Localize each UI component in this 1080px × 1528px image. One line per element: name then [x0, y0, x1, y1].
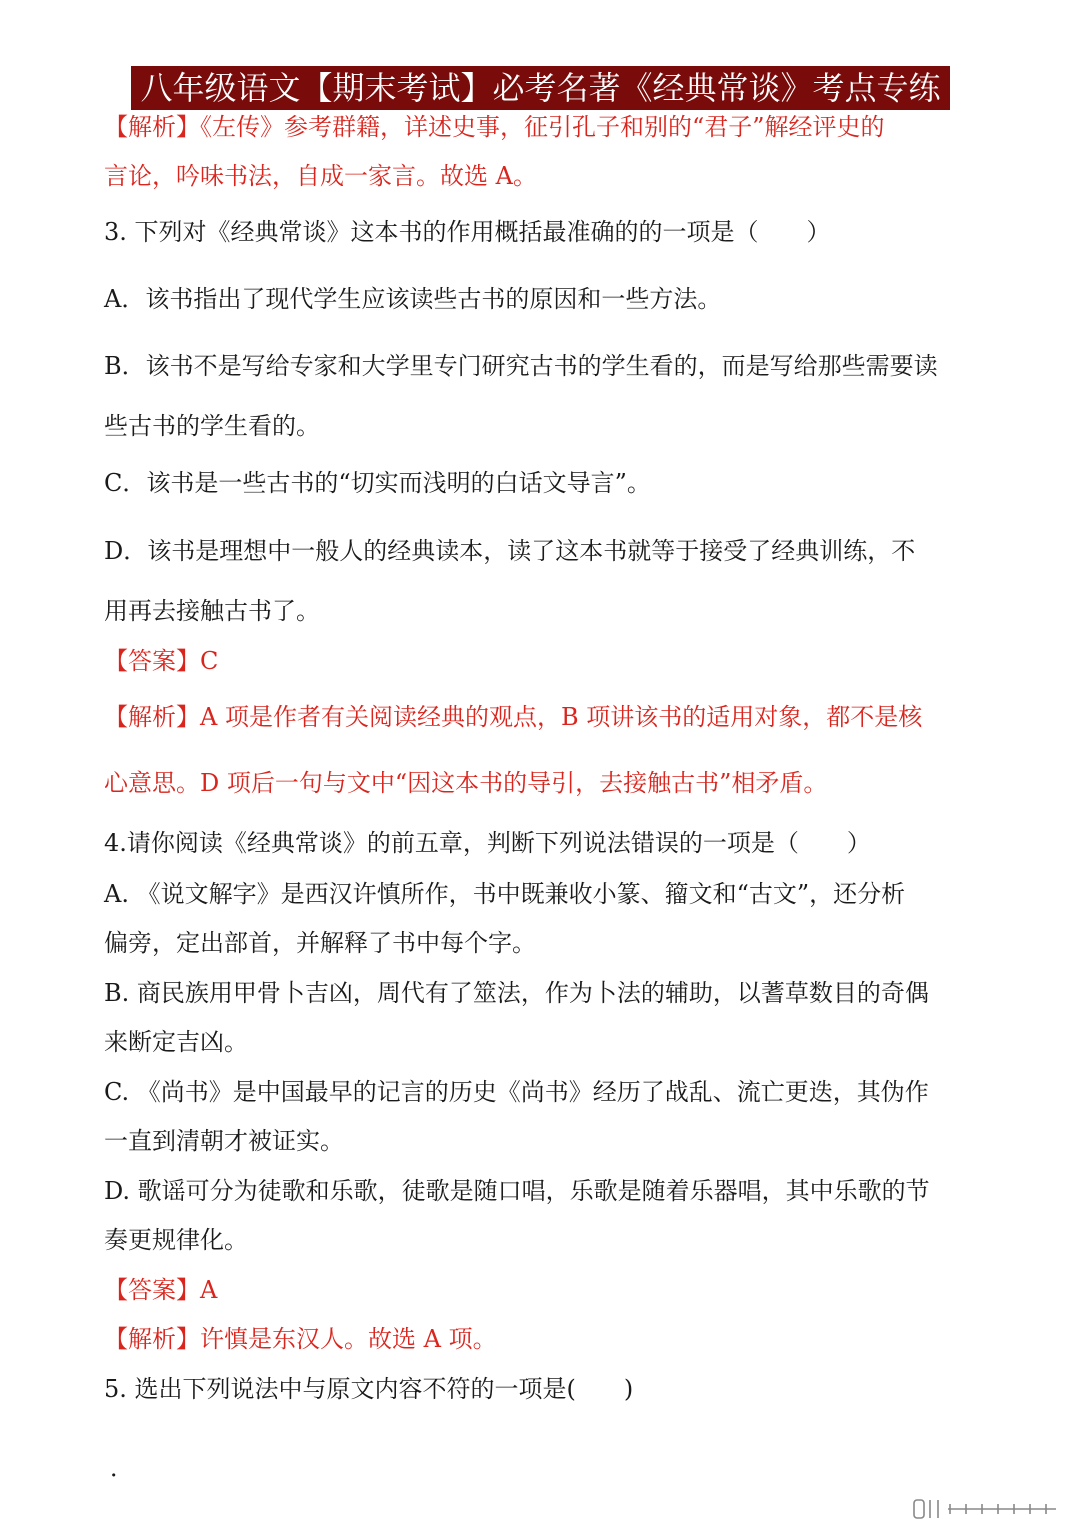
q3-option-b-line-2: 些古书的学生看的。: [104, 412, 320, 440]
q5-stem: 5. 选出下列说法中与原文内容不符的一项是( ): [104, 1375, 634, 1403]
page-title-banner: 八年级语文【期末考试】必考名著《经典常谈》考点专练: [131, 66, 950, 110]
q2-analysis-line-1: 【解析】《左传》参考群籍，详述史事，征引孔子和别的“君子”解经评史的: [104, 113, 885, 141]
q3-option-d-line-2: 用再去接触古书了。: [104, 597, 320, 625]
q4-option-c-line-1: C. 《尚书》是中国最早的记言的历史《尚书》经历了战乱、流亡更迭，其伪作: [104, 1078, 929, 1106]
q4-option-a-line-2: 偏旁，定出部首，并解释了书中每个字。: [104, 929, 536, 957]
q4-option-d-line-1: D. 歌谣可分为徒歌和乐歌，徒歌是随口唱，乐歌是随着乐器唱，其中乐歌的节: [104, 1177, 930, 1205]
q3-option-a: A．该书指出了现代学生应该读些古书的原因和一些方法。: [104, 285, 722, 313]
watermark-logo-icon: [910, 1496, 1060, 1522]
q3-option-d-line-1: D．该书是理想中一般人的经典读本，读了这本书就等于接受了经典训练，不: [104, 537, 916, 565]
q4-option-c-line-2: 一直到清朝才被证实。: [104, 1127, 344, 1155]
q4-answer: 【答案】A: [104, 1276, 218, 1304]
q4-analysis: 【解析】许慎是东汉人。故选 A 项。: [104, 1325, 497, 1353]
q2-analysis-line-2: 言论，吟味书法，自成一家言。故选 A。: [104, 162, 537, 190]
q3-option-c: C．该书是一些古书的“切实而浅明的白话文导言”。: [104, 469, 651, 497]
q4-option-b-line-2: 来断定吉凶。: [104, 1028, 248, 1056]
q5-dot: ．: [110, 1454, 134, 1482]
q4-stem: 4.请你阅读《经典常谈》的前五章，判断下列说法错误的一项是（ ）: [104, 829, 871, 857]
q3-stem: 3. 下列对《经典常谈》这本书的作用概括最准确的的一项是（ ）: [104, 218, 831, 246]
q3-analysis-line-2: 心意思。D 项后一句与文中“因这本书的导引，去接触古书”相矛盾。: [104, 769, 828, 797]
q3-option-b-line-1: B．该书不是写给专家和大学里专门研究古书的学生看的，而是写给那些需要读: [104, 352, 938, 380]
q4-option-d-line-2: 奏更规律化。: [104, 1226, 248, 1254]
q3-analysis-line-1: 【解析】A 项是作者有关阅读经典的观点，B 项讲该书的适用对象，都不是核: [104, 703, 923, 731]
q4-option-a-line-1: A. 《说文解字》是西汉许慎所作，书中既兼收小篆、籀文和“古文”，还分析: [104, 880, 906, 908]
q3-answer: 【答案】C: [104, 647, 219, 675]
q4-option-b-line-1: B. 商民族用甲骨卜吉凶，周代有了筮法，作为卜法的辅助，以蓍草数目的奇偶: [104, 979, 929, 1007]
